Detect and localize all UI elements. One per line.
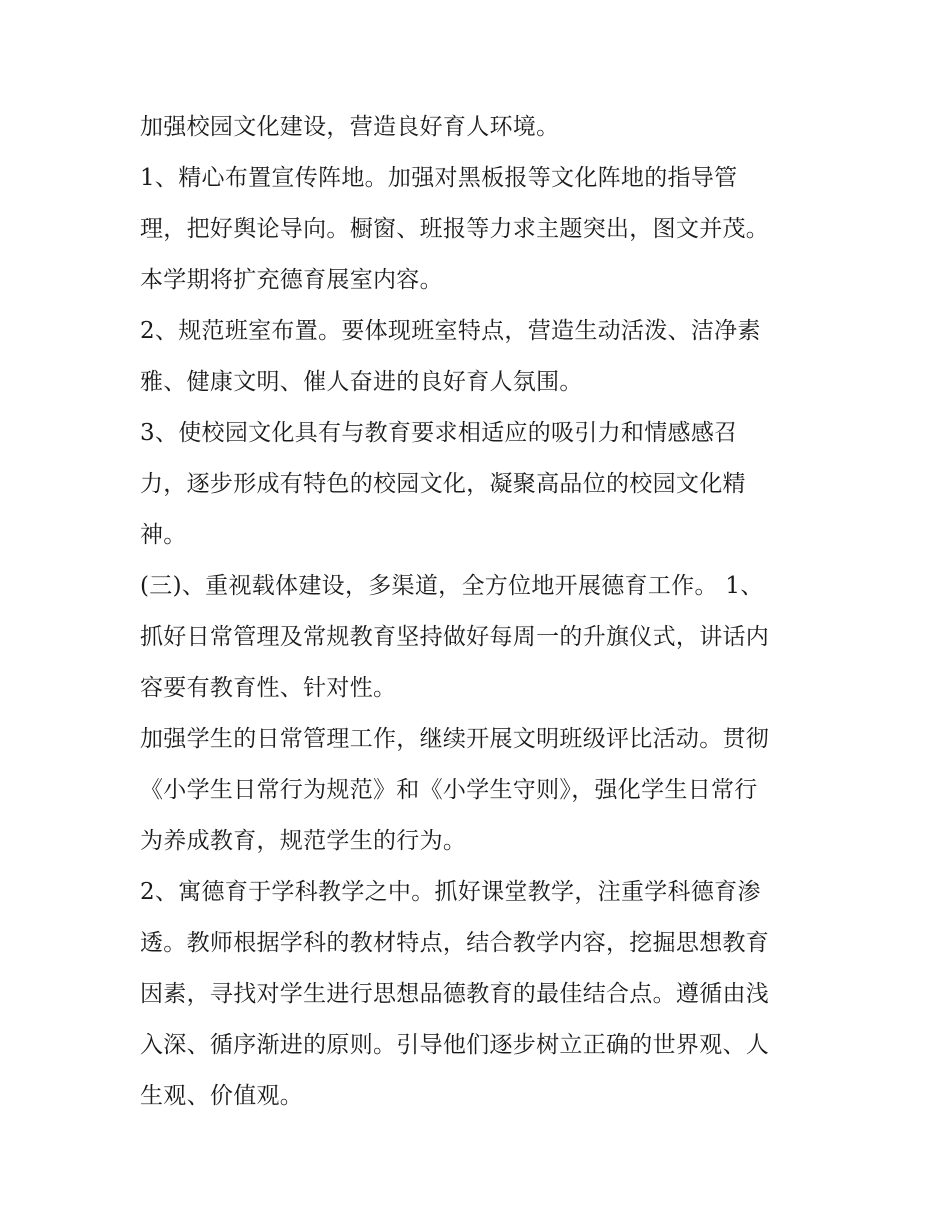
text-line: (三)、重视载体建设，多渠道，全方位地开展德育工作。 1、 (140, 573, 764, 599)
text-line: 力，逐步形成有特色的校园文化，凝聚高品位的校园文化精 (140, 471, 746, 497)
text-line: 3、使校园文化具有与教育要求相适应的吸引力和情感感召 (140, 420, 738, 446)
text-line: 为养成教育，规范学生的行为。 (140, 828, 467, 854)
text-line: 加强校园文化建设，营造良好育人环境。 (140, 114, 560, 140)
text-line: 理，把好舆论导向。橱窗、班报等力求主题突出，图文并茂。 (140, 216, 770, 242)
text-line: 加强学生的日常管理工作，继续开展文明班级评比活动。贯彻 (140, 726, 770, 752)
text-line: 2、规范班室布置。要体现班室特点，营造生动活泼、洁净素 (140, 318, 761, 344)
text-line: 入深、循序渐进的原则。引导他们逐步树立正确的世界观、人 (140, 1032, 770, 1058)
text-line: 因素，寻找对学生进行思想品德教育的最佳结合点。遵循由浅 (140, 981, 770, 1007)
text-line: 本学期将扩充德育展室内容。 (140, 267, 443, 293)
text-line: 神。 (140, 522, 187, 548)
text-line: 雅、健康文明、催人奋进的良好育人氛围。 (140, 369, 583, 395)
text-line: 生观、价值观。 (140, 1083, 304, 1109)
text-line: 容要有教育性、针对性。 (140, 675, 397, 701)
text-line: 透。教师根据学科的教材特点，结合教学内容，挖掘思想教育 (140, 930, 770, 956)
text-line: 《小学生日常行为规范》和《小学生守则》，强化学生日常行 (140, 777, 758, 803)
text-line: 2、寓德育于学科教学之中。抓好课堂教学，注重学科德育渗 (140, 879, 761, 905)
text-line: 1、精心布置宣传阵地。加强对黑板报等文化阵地的指导管 (140, 165, 738, 191)
text-line: 抓好日常管理及常规教育坚持做好每周一的升旗仪式，讲话内 (140, 624, 770, 650)
